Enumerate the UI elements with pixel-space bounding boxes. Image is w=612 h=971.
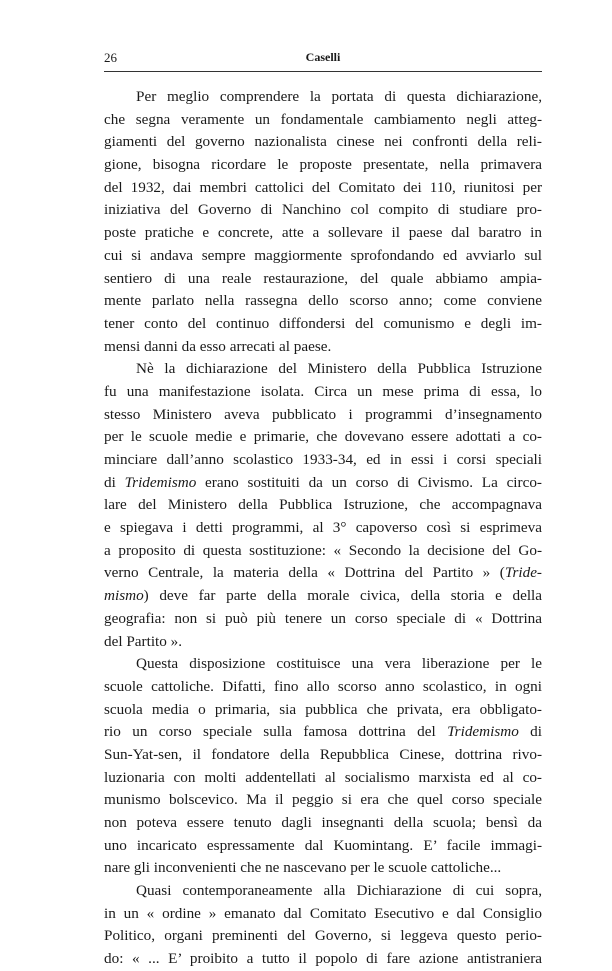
text-run: poste pratiche e concrete, atte a sollevare il paese dal baratro in <box>104 224 542 242</box>
text-line <box>104 857 542 880</box>
text-run: verno Centrale, la materia della « Dottrina del Partito » ( <box>104 564 505 582</box>
text-line <box>104 472 542 495</box>
text-line <box>104 358 542 381</box>
text-line <box>104 789 542 812</box>
italic-term: Tridemismo <box>447 723 519 741</box>
text-run: gione, bisogna ricordare le proposte presentate, nella primavera <box>104 156 542 174</box>
text-line <box>104 880 542 903</box>
italic-term: mismo <box>104 587 144 605</box>
text-run: e spiegava i detti programmi, al 3° capoverso così si esprimeva <box>104 519 542 537</box>
text-run: fu una manifestazione isolata. Circa un mese prima di essa, lo <box>104 382 542 400</box>
text-line <box>104 494 542 517</box>
text-line <box>104 540 542 563</box>
text-line <box>104 404 542 427</box>
text-line <box>104 721 542 744</box>
text-run: lare del Ministero della Pubblica Istruzione, che accompagnava <box>104 496 542 514</box>
text-run: a proposito di questa sostituzione: « Secondo la decisione del Go- <box>104 541 542 559</box>
text-run: munismo bolscevico. Ma il peggio si era che quel corso speciale <box>104 791 542 809</box>
text-run: Per meglio comprendere la portata di questa dichiarazione, <box>136 88 542 105</box>
text-line <box>104 653 542 676</box>
text-run: che segna veramente un fondamentale cambiamento negli atteg- <box>104 110 542 128</box>
text-run: di <box>518 723 542 741</box>
text-run: di <box>104 473 125 491</box>
text-line <box>104 562 542 585</box>
text-run: minciare dall’anno scolastico 1933-34, ed in essi i corsi speciali <box>104 451 542 468</box>
page-header <box>104 50 542 70</box>
text-line <box>104 812 542 835</box>
italic-term: Tridemismo <box>124 473 197 491</box>
text-line <box>104 585 542 608</box>
text-run: cui si andava sempre maggiormente sprofondando ed avviarlo sul <box>104 246 542 264</box>
text-run: tener conto del continuo diffondersi del comunismo e degli im- <box>104 314 542 332</box>
text-line <box>104 86 542 109</box>
text-run: nare gli inconvenienti che ne nascevano per le scuole cattoliche... <box>104 859 502 877</box>
text-run: geografia: non si può più tenere un corso speciale di « Dottrina <box>104 609 542 627</box>
text-line <box>104 177 542 200</box>
text-line <box>104 313 542 336</box>
text-line <box>104 699 542 722</box>
text-line <box>104 199 542 222</box>
text-line <box>104 109 542 132</box>
text-line <box>104 222 542 245</box>
text-line <box>104 449 542 472</box>
text-run: uno incaricato espressamente dal Kuomintang. E’ facile immagi- <box>104 836 542 854</box>
text-run: giamenti del governo nazionalista cinese nei confronti della reli- <box>104 133 542 151</box>
text-run: per le scuole medie e primarie, che dovevano essere adottati a co- <box>104 428 542 446</box>
text-line <box>104 381 542 404</box>
text-line <box>104 631 542 654</box>
text-run: ) deve far parte della morale civica, della storia e della <box>143 587 542 605</box>
text-line <box>104 925 542 948</box>
text-run: sentiero di una reale restaurazione, del quale abbiamo ampia- <box>104 269 542 287</box>
header-rule <box>104 71 542 72</box>
text-line <box>104 131 542 154</box>
text-run: Sun-Yat-sen, il fondatore della Repubblica Cinese, dottrina rivo- <box>104 745 542 763</box>
text-run: in un « ordine » emanato dal Comitato Esecutivo e dal Consiglio <box>104 904 542 922</box>
text-line <box>104 154 542 177</box>
running-head: Caselli <box>305 50 341 64</box>
text-line <box>104 676 542 699</box>
text-run: del Partito ». <box>104 632 183 650</box>
text-run: mente parlato nella rassegna dello scorso anno; come conviene <box>104 292 542 310</box>
text-run: Quasi contemporaneamente alla Dichiarazione di cui sopra, <box>136 882 542 900</box>
text-line <box>104 608 542 631</box>
text-line <box>104 336 542 359</box>
text-line <box>104 245 542 268</box>
text-run: scuole cattoliche. Difatti, fino allo scorso anno scolastico, in ogni <box>104 677 542 695</box>
text-line <box>104 517 542 540</box>
text-line <box>104 767 542 790</box>
text-run: non poteva essere tenuto dagli insegnanti della scuola; bensì da <box>104 814 542 831</box>
italic-term: Tride- <box>504 564 542 582</box>
text-line <box>104 290 542 313</box>
text-run: stesso Ministero aveva pubblicato i programmi d’insegnamento <box>104 405 542 423</box>
page-number: 26 <box>104 50 117 65</box>
text-line <box>104 426 542 449</box>
text-run: do: « ... E’ proibito a tutto il popolo di fare azione antistraniera <box>104 950 542 968</box>
text-line <box>104 268 542 291</box>
text-line <box>104 835 542 858</box>
text-run: luzionaria con molti addentellati al socialismo marxista ed al co- <box>104 768 542 786</box>
text-line <box>104 903 542 926</box>
text-line <box>104 948 542 971</box>
text-line <box>104 744 542 767</box>
text-run: iniziativa del Governo di Nanchino col compito di studiare pro- <box>104 201 542 219</box>
text-run: del 1932, dai membri cattolici del Comitato dei 110, riunitosi per <box>104 178 542 196</box>
text-run: Questa disposizione costituisce una vera liberazione per le <box>136 655 542 673</box>
text-run: Nè la dichiarazione del Ministero della Pubblica Istruzione <box>136 360 542 378</box>
text-run: erano sostituiti da un corso di Civismo. La circo- <box>196 473 542 491</box>
text-run: rio un corso speciale sulla famosa dottrina del <box>104 723 448 741</box>
text-run: scuola media o primaria, sia pubblica che privata, era obbligato- <box>104 700 542 718</box>
body-text <box>104 86 542 971</box>
text-run: Politico, organi preminenti del Governo, si leggeva questo perio- <box>104 927 542 945</box>
text-run: mensi danni da esso arrecati al paese. <box>104 337 332 355</box>
